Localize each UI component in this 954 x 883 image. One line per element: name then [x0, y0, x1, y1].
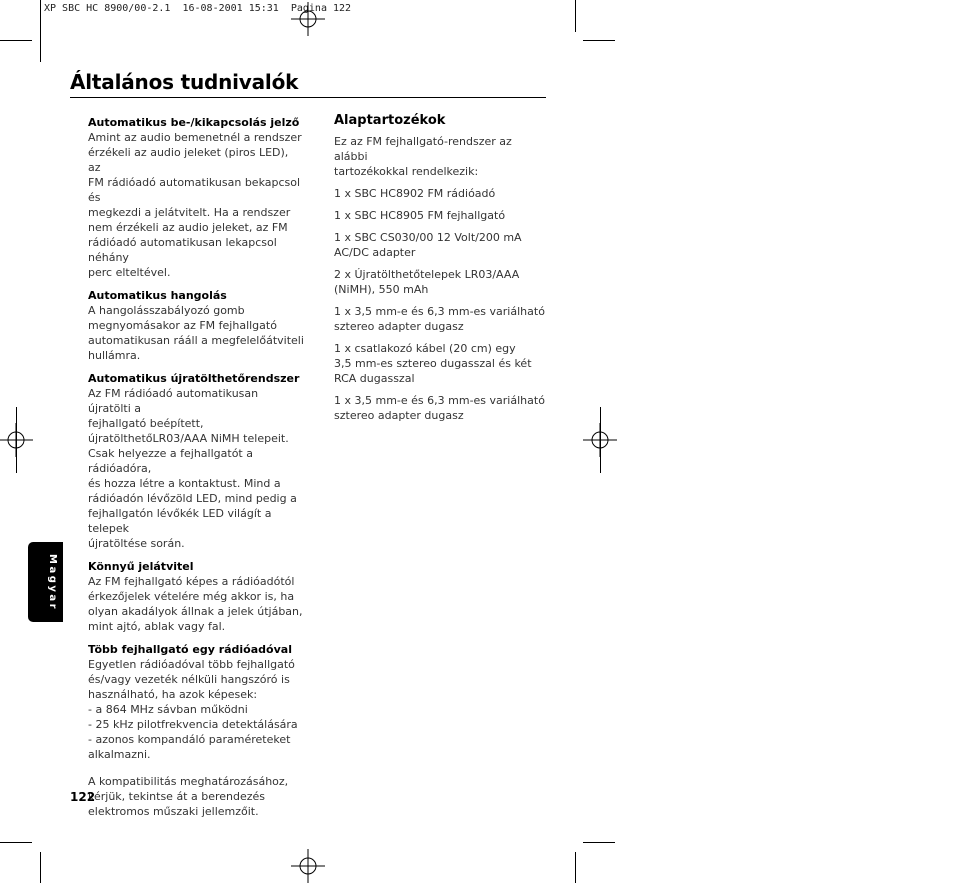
crop-mark-top-right-horizontal	[583, 40, 615, 41]
left-column	[88, 115, 304, 819]
registration-mark-tick	[600, 407, 601, 473]
registration-mark-icon	[291, 849, 325, 883]
print-header-line: XP SBC HC 8900/00-2.1 16-08-2001 15:31 Pagina 122	[44, 3, 352, 14]
accessory-item: 2 x Újratölthetőtelepek LR03/AAA (NiMH), 550 mAh	[334, 268, 520, 296]
crop-mark-top-left-vertical	[40, 0, 41, 62]
section-heading: Automatikus hangolás	[88, 289, 227, 302]
language-tab-label: Magyar	[47, 554, 58, 612]
page-title: Általános tudnivalók	[70, 70, 299, 94]
section-body: Az FM fejhallgató képes a rádióadótól érkezőjelek vételére még akkor is, ha olyan akadályok állnak a jelek útjában, mint ajtó, ablak vagy fal.	[88, 575, 303, 633]
accessory-item: 1 x 3,5 mm-e és 6,3 mm-es variálható sztereo adapter dugasz	[334, 305, 545, 333]
accessory-item: 1 x SBC HC8905 FM fejhallgató	[334, 209, 506, 222]
accessories-intro: Ez az FM fejhallgató-rendszer az alábbi tartozékokkal rendelkezik:	[334, 135, 512, 178]
crop-mark-bottom-left-vertical	[40, 852, 41, 883]
title-rule	[70, 97, 546, 98]
accessory-item: 1 x SBC CS030/00 12 Volt/200 mA AC/DC adapter	[334, 231, 522, 259]
section-body: A hangolásszabályozó gomb megnyomásakor az FM fejhallgató automatikusan rááll a megfelelőátviteli hullámra.	[88, 304, 304, 362]
crop-mark-top-left-horizontal	[0, 40, 32, 41]
section-auto-on-off	[88, 115, 304, 280]
section-heading: Automatikus be-/kikapcsolás jelző	[88, 116, 300, 129]
section-auto-tuning	[88, 288, 304, 363]
registration-mark-tick	[16, 407, 17, 473]
accessories-heading: Alaptartozékok	[334, 113, 446, 128]
accessory-item: 1 x csatlakozó kábel (20 cm) egy 3,5 mm-es sztereo dugasszal és két RCA dugasszal	[334, 342, 532, 385]
crop-mark-bottom-right-vertical	[575, 852, 576, 883]
crop-mark-bottom-left-horizontal	[0, 842, 32, 843]
section-heading: Több fejhallgató egy rádióadóval	[88, 643, 292, 656]
crop-mark-bottom-right-horizontal	[583, 842, 615, 843]
section-body: Az FM rádióadó automatikusan újratölti a fejhallgató beépített, újratölthetőLR03/AAA NiMH telepeit. Csak helyezze a fejhallgatót a rádióadóra, és hozza létre a kontaktust. Mind a rádióadón lévőzöld LED, mind pedig a fejhallgatón lévőkék LED világít a telepek újratöltése során.	[88, 387, 297, 550]
page-number: 122	[70, 790, 96, 804]
accessory-item: 1 x 3,5 mm-e és 6,3 mm-es variálható sztereo adapter dugasz	[334, 394, 545, 422]
section-easy-transmission	[88, 559, 304, 634]
section-body: Amint az audio bemenetnél a rendszer érzékeli az audio jeleket (piros LED), az FM rádióadó automatikusan bekapcsol és megkezdi a jelátvitelt. Ha a rendszer nem érzékeli az audio jeleket, az FM rádióadó automatikusan lekapcsol néhány perc elteltével.	[88, 131, 302, 279]
accessory-item: 1 x SBC HC8902 FM rádióadó	[334, 187, 496, 200]
section-auto-recharge	[88, 371, 304, 551]
right-column	[334, 113, 546, 430]
compatibility-note: A kompatibilitás meghatározásához, kérjük, tekintse át a berendezés elektromos műszaki jellemzőit.	[88, 775, 289, 818]
section-heading: Automatikus újratölthetőrendszer	[88, 372, 300, 385]
section-body: Egyetlen rádióadóval több fejhallgató és/vagy vezeték nélküli hangszóró is használható, ha azok képesek: - a 864 MHz sávban működni - 25 kHz pilotfrekvencia detektálására - azonos kompandáló paraméreteket alkalmazni.	[88, 658, 298, 761]
section-multiple-headphones	[88, 642, 304, 762]
section-heading: Könnyű jelátvitel	[88, 560, 194, 573]
crop-mark-top-right-vertical	[575, 0, 576, 32]
registration-mark-icon	[291, 2, 325, 36]
